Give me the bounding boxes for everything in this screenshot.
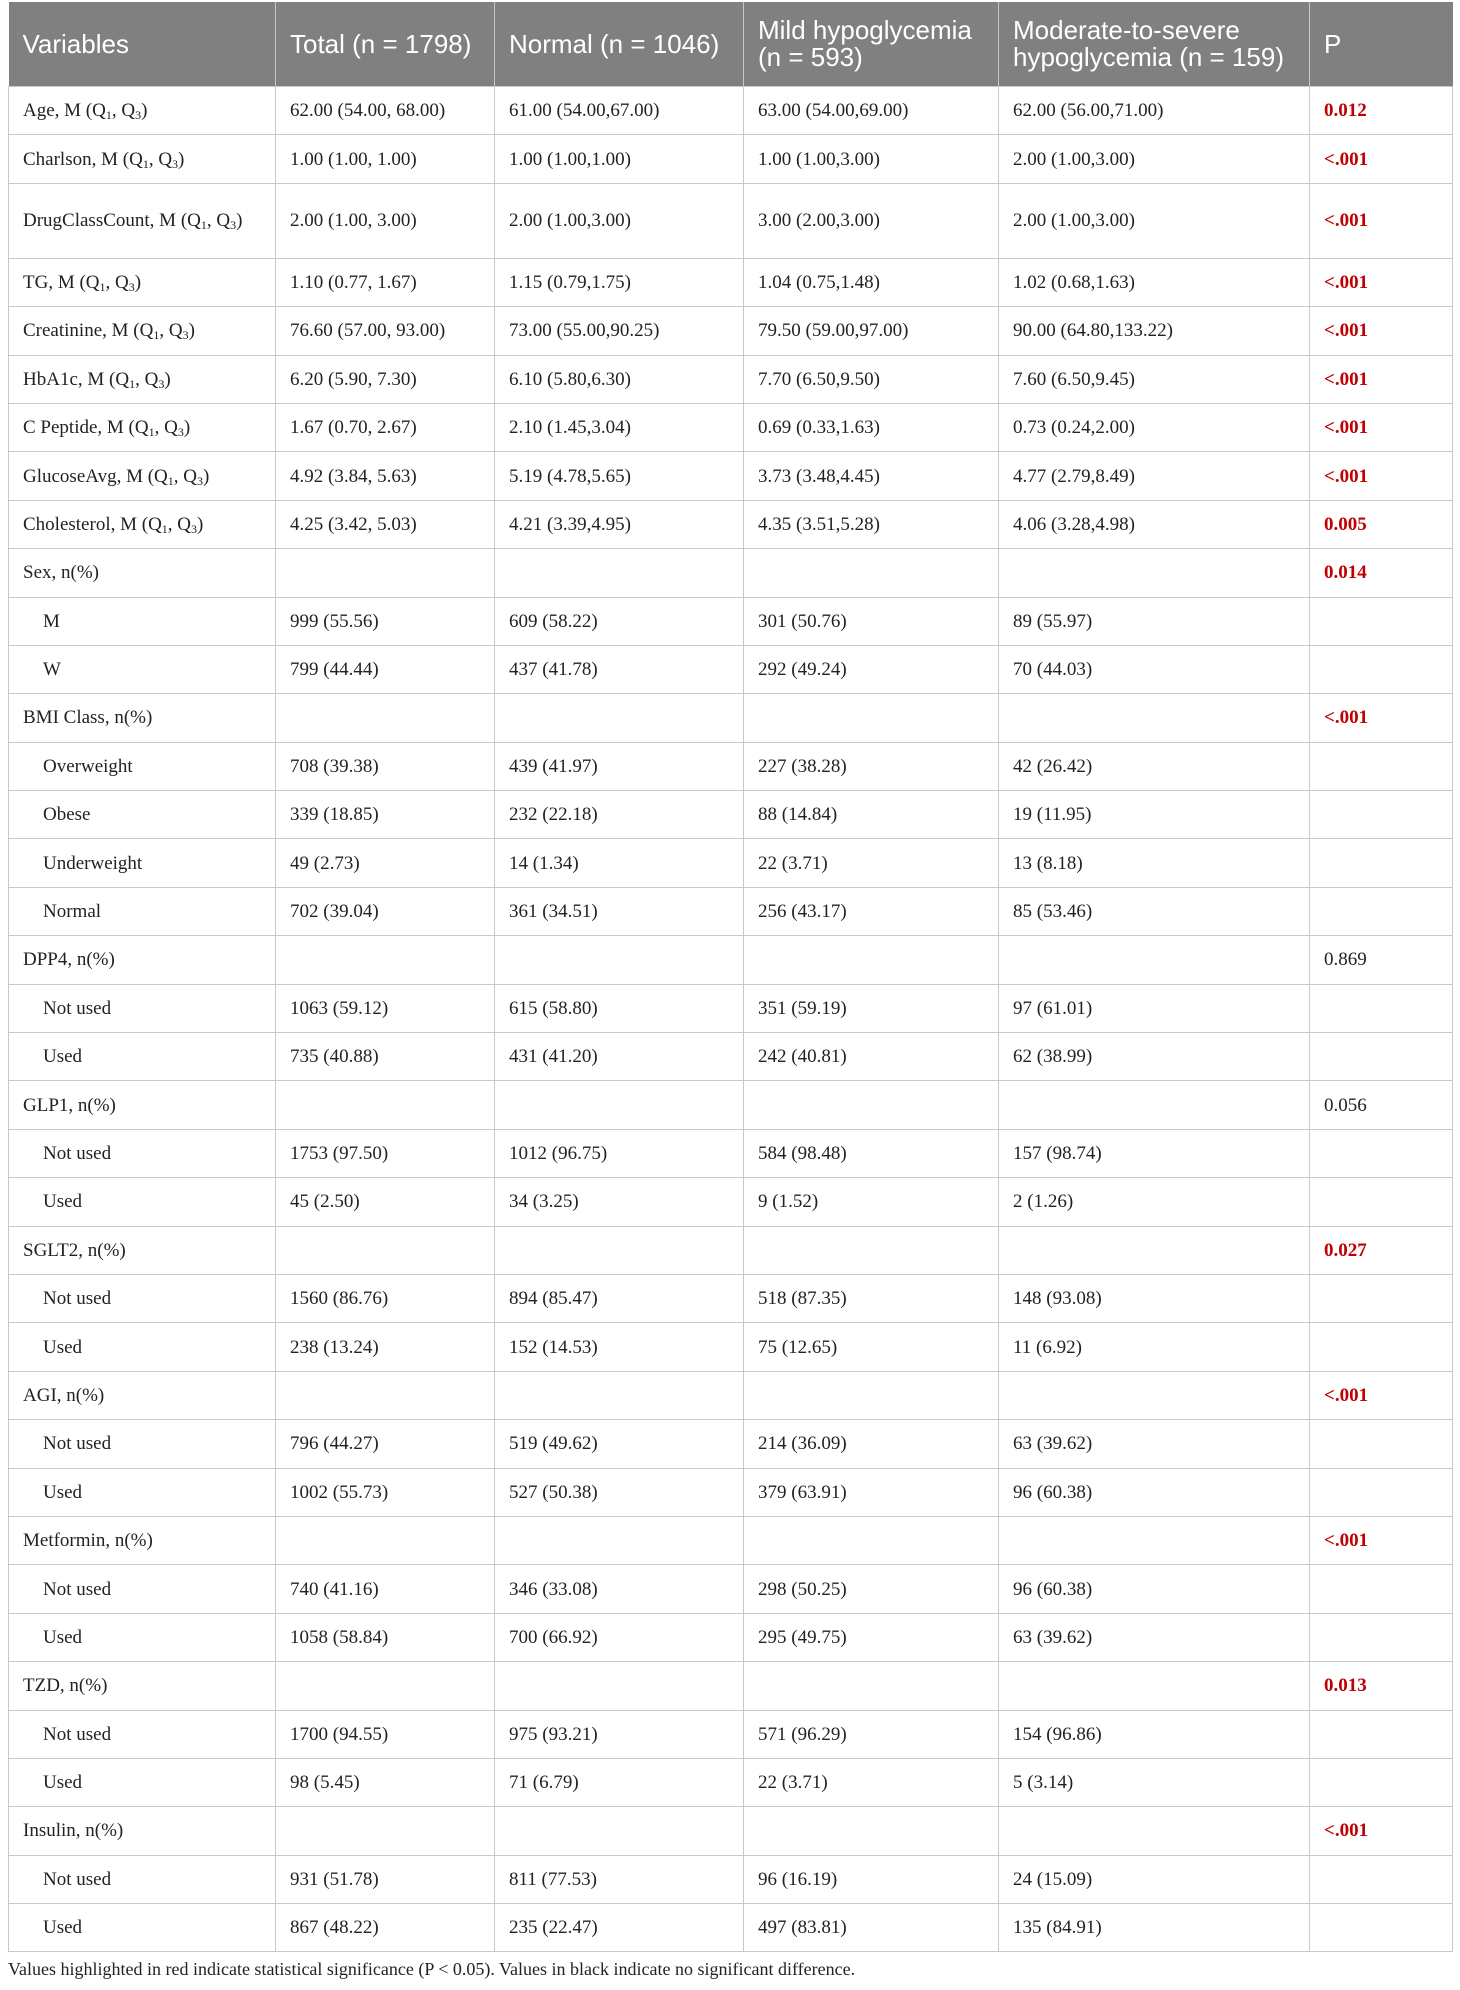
moderate-cell: 2 (1.26) bbox=[999, 1178, 1310, 1226]
normal-cell: 519 (49.62) bbox=[495, 1420, 744, 1468]
p-value-cell: 0.012 bbox=[1310, 87, 1453, 135]
total-cell: 931 (51.78) bbox=[276, 1855, 495, 1903]
p-value-cell bbox=[1310, 1855, 1453, 1903]
normal-cell bbox=[495, 549, 744, 597]
normal-cell: 71 (6.79) bbox=[495, 1758, 744, 1806]
p-value-cell bbox=[1310, 1565, 1453, 1613]
normal-cell bbox=[495, 1516, 744, 1564]
mild-cell: 571 (96.29) bbox=[744, 1710, 999, 1758]
variable-cell: W bbox=[9, 645, 276, 693]
variable-cell: Normal bbox=[9, 887, 276, 935]
table-row bbox=[9, 1758, 1453, 1806]
normal-cell: 346 (33.08) bbox=[495, 1565, 744, 1613]
table-row bbox=[9, 1274, 1453, 1322]
header-normal: Normal (n = 1046) bbox=[495, 2, 744, 87]
mild-cell: 75 (12.65) bbox=[744, 1323, 999, 1371]
table-row bbox=[9, 1129, 1453, 1177]
variable-cell: Used bbox=[9, 1758, 276, 1806]
normal-cell: 1012 (96.75) bbox=[495, 1129, 744, 1177]
table-row bbox=[9, 1081, 1453, 1129]
variable-cell: Underweight bbox=[9, 839, 276, 887]
variable-cell: Not used bbox=[9, 1420, 276, 1468]
moderate-cell: 62.00 (56.00,71.00) bbox=[999, 87, 1310, 135]
variable-cell: Used bbox=[9, 1904, 276, 1952]
normal-cell: 2.10 (1.45,3.04) bbox=[495, 403, 744, 451]
mild-cell bbox=[744, 549, 999, 597]
moderate-cell: 89 (55.97) bbox=[999, 597, 1310, 645]
moderate-cell: 157 (98.74) bbox=[999, 1129, 1310, 1177]
mild-cell: 22 (3.71) bbox=[744, 839, 999, 887]
table-row bbox=[9, 1855, 1453, 1903]
p-value-cell bbox=[1310, 742, 1453, 790]
variable-cell: Obese bbox=[9, 791, 276, 839]
variable-cell: HbA1c, M ($Q_1$, $Q_3$) bbox=[9, 355, 276, 403]
table-row bbox=[9, 887, 1453, 935]
table-row bbox=[9, 1033, 1453, 1081]
moderate-cell: 62 (38.99) bbox=[999, 1033, 1310, 1081]
mild-cell: 96 (16.19) bbox=[744, 1855, 999, 1903]
table-row bbox=[9, 87, 1453, 135]
table-row bbox=[9, 984, 1453, 1032]
table-row bbox=[9, 1710, 1453, 1758]
normal-cell: 431 (41.20) bbox=[495, 1033, 744, 1081]
total-cell: 1753 (97.50) bbox=[276, 1129, 495, 1177]
normal-cell: 615 (58.80) bbox=[495, 984, 744, 1032]
moderate-cell bbox=[999, 694, 1310, 742]
variable-cell: Insulin, n(%) bbox=[9, 1807, 276, 1855]
normal-cell: 811 (77.53) bbox=[495, 1855, 744, 1903]
p-value-cell bbox=[1310, 1274, 1453, 1322]
table-row bbox=[9, 1420, 1453, 1468]
p-value-cell: <.001 bbox=[1310, 1371, 1453, 1419]
total-cell: 76.60 (57.00, 93.00) bbox=[276, 307, 495, 355]
total-cell bbox=[276, 549, 495, 597]
table-row bbox=[9, 135, 1453, 183]
total-cell: 1.67 (0.70, 2.67) bbox=[276, 403, 495, 451]
normal-cell: 361 (34.51) bbox=[495, 887, 744, 935]
mild-cell bbox=[744, 1662, 999, 1710]
moderate-cell: 2.00 (1.00,3.00) bbox=[999, 183, 1310, 258]
table-row bbox=[9, 1468, 1453, 1516]
mild-cell: 518 (87.35) bbox=[744, 1274, 999, 1322]
normal-cell bbox=[495, 1226, 744, 1274]
p-value-cell: <.001 bbox=[1310, 1807, 1453, 1855]
moderate-cell: 42 (26.42) bbox=[999, 742, 1310, 790]
total-cell bbox=[276, 694, 495, 742]
table-body bbox=[9, 87, 1453, 1952]
variable-cell: Used bbox=[9, 1613, 276, 1661]
normal-cell: 34 (3.25) bbox=[495, 1178, 744, 1226]
p-value-cell bbox=[1310, 839, 1453, 887]
mild-cell: 63.00 (54.00,69.00) bbox=[744, 87, 999, 135]
total-cell: 799 (44.44) bbox=[276, 645, 495, 693]
p-value-cell: <.001 bbox=[1310, 183, 1453, 258]
normal-cell: 61.00 (54.00,67.00) bbox=[495, 87, 744, 135]
variable-cell: Used bbox=[9, 1468, 276, 1516]
variable-cell: DrugClassCount, M ($Q_1$, $Q_3$) bbox=[9, 183, 276, 258]
moderate-cell bbox=[999, 936, 1310, 984]
p-value-cell: 0.013 bbox=[1310, 1662, 1453, 1710]
total-cell: 867 (48.22) bbox=[276, 1904, 495, 1952]
normal-cell: 4.21 (3.39,4.95) bbox=[495, 500, 744, 548]
table-row bbox=[9, 936, 1453, 984]
total-cell: 740 (41.16) bbox=[276, 1565, 495, 1613]
normal-cell: 235 (22.47) bbox=[495, 1904, 744, 1952]
mild-cell: 3.73 (3.48,4.45) bbox=[744, 452, 999, 500]
moderate-cell: 148 (93.08) bbox=[999, 1274, 1310, 1322]
header-row bbox=[9, 2, 1453, 87]
table-container bbox=[8, 2, 1452, 1952]
mild-cell: 256 (43.17) bbox=[744, 887, 999, 935]
mild-cell: 79.50 (59.00,97.00) bbox=[744, 307, 999, 355]
variable-cell: Used bbox=[9, 1033, 276, 1081]
mild-cell: 584 (98.48) bbox=[744, 1129, 999, 1177]
table-row bbox=[9, 694, 1453, 742]
moderate-cell bbox=[999, 1371, 1310, 1419]
p-value-cell: <.001 bbox=[1310, 307, 1453, 355]
table-row bbox=[9, 1904, 1453, 1952]
p-value-cell: <.001 bbox=[1310, 694, 1453, 742]
mild-cell bbox=[744, 1807, 999, 1855]
table-row bbox=[9, 1323, 1453, 1371]
table-row bbox=[9, 839, 1453, 887]
table-row bbox=[9, 549, 1453, 597]
total-cell bbox=[276, 1226, 495, 1274]
table-row bbox=[9, 1226, 1453, 1274]
p-value-cell bbox=[1310, 1468, 1453, 1516]
variable-cell: Age, M ($Q_1$, $Q_3$) bbox=[9, 87, 276, 135]
p-value-cell: <.001 bbox=[1310, 355, 1453, 403]
mild-cell bbox=[744, 936, 999, 984]
total-cell: 45 (2.50) bbox=[276, 1178, 495, 1226]
total-cell: 98 (5.45) bbox=[276, 1758, 495, 1806]
mild-cell: 298 (50.25) bbox=[744, 1565, 999, 1613]
normal-cell: 152 (14.53) bbox=[495, 1323, 744, 1371]
header-moderate: Moderate-to-severe hypoglycemia (n = 159) bbox=[999, 2, 1310, 87]
total-cell: 1058 (58.84) bbox=[276, 1613, 495, 1661]
p-value-cell bbox=[1310, 1033, 1453, 1081]
normal-cell: 894 (85.47) bbox=[495, 1274, 744, 1322]
moderate-cell: 70 (44.03) bbox=[999, 645, 1310, 693]
total-cell: 702 (39.04) bbox=[276, 887, 495, 935]
p-value-cell bbox=[1310, 791, 1453, 839]
variable-cell: TG, M ($Q_1$, $Q_3$) bbox=[9, 258, 276, 306]
variable-cell: C Peptide, M ($Q_1$, $Q_3$) bbox=[9, 403, 276, 451]
normal-cell: 1.00 (1.00,1.00) bbox=[495, 135, 744, 183]
moderate-cell: 4.06 (3.28,4.98) bbox=[999, 500, 1310, 548]
variable-cell: Not used bbox=[9, 1129, 276, 1177]
moderate-cell: 63 (39.62) bbox=[999, 1420, 1310, 1468]
table-row bbox=[9, 791, 1453, 839]
p-value-cell bbox=[1310, 1710, 1453, 1758]
table-row bbox=[9, 597, 1453, 645]
variable-cell: M bbox=[9, 597, 276, 645]
mild-cell: 497 (83.81) bbox=[744, 1904, 999, 1952]
variable-cell: Creatinine, M ($Q_1$, $Q_3$) bbox=[9, 307, 276, 355]
table-header bbox=[9, 2, 1453, 87]
moderate-cell bbox=[999, 1516, 1310, 1564]
p-value-cell bbox=[1310, 597, 1453, 645]
variable-cell: Charlson, M ($Q_1$, $Q_3$) bbox=[9, 135, 276, 183]
variable-cell: Sex, n(%) bbox=[9, 549, 276, 597]
moderate-cell: 11 (6.92) bbox=[999, 1323, 1310, 1371]
total-cell: 735 (40.88) bbox=[276, 1033, 495, 1081]
p-value-cell bbox=[1310, 887, 1453, 935]
total-cell: 999 (55.56) bbox=[276, 597, 495, 645]
moderate-cell bbox=[999, 549, 1310, 597]
normal-cell bbox=[495, 1371, 744, 1419]
normal-cell: 1.15 (0.79,1.75) bbox=[495, 258, 744, 306]
table-row bbox=[9, 307, 1453, 355]
p-value-cell bbox=[1310, 1323, 1453, 1371]
p-value-cell bbox=[1310, 1613, 1453, 1661]
mild-cell bbox=[744, 694, 999, 742]
total-cell bbox=[276, 1662, 495, 1710]
p-value-cell bbox=[1310, 645, 1453, 693]
mild-cell bbox=[744, 1226, 999, 1274]
mild-cell: 227 (38.28) bbox=[744, 742, 999, 790]
table-row bbox=[9, 1178, 1453, 1226]
total-cell bbox=[276, 1371, 495, 1419]
moderate-cell: 85 (53.46) bbox=[999, 887, 1310, 935]
p-value-cell: <.001 bbox=[1310, 258, 1453, 306]
table-row bbox=[9, 1662, 1453, 1710]
mild-cell: 7.70 (6.50,9.50) bbox=[744, 355, 999, 403]
variable-cell: Not used bbox=[9, 1710, 276, 1758]
normal-cell: 609 (58.22) bbox=[495, 597, 744, 645]
normal-cell bbox=[495, 1081, 744, 1129]
p-value-cell: <.001 bbox=[1310, 452, 1453, 500]
variable-cell: Not used bbox=[9, 984, 276, 1032]
header-mild: Mild hypoglycemia (n = 593) bbox=[744, 2, 999, 87]
moderate-cell: 7.60 (6.50,9.45) bbox=[999, 355, 1310, 403]
variable-cell: Not used bbox=[9, 1274, 276, 1322]
total-cell: 796 (44.27) bbox=[276, 1420, 495, 1468]
variable-cell: DPP4, n(%) bbox=[9, 936, 276, 984]
variable-cell: BMI Class, n(%) bbox=[9, 694, 276, 742]
mild-cell bbox=[744, 1516, 999, 1564]
normal-cell: 975 (93.21) bbox=[495, 1710, 744, 1758]
moderate-cell: 19 (11.95) bbox=[999, 791, 1310, 839]
mild-cell: 214 (36.09) bbox=[744, 1420, 999, 1468]
normal-cell: 700 (66.92) bbox=[495, 1613, 744, 1661]
variable-cell: Overweight bbox=[9, 742, 276, 790]
p-value-cell: <.001 bbox=[1310, 1516, 1453, 1564]
moderate-cell bbox=[999, 1081, 1310, 1129]
table-row bbox=[9, 500, 1453, 548]
table-row bbox=[9, 1565, 1453, 1613]
mild-cell bbox=[744, 1371, 999, 1419]
p-value-cell bbox=[1310, 1420, 1453, 1468]
mild-cell: 351 (59.19) bbox=[744, 984, 999, 1032]
mild-cell bbox=[744, 1081, 999, 1129]
total-cell bbox=[276, 1081, 495, 1129]
variable-cell: Not used bbox=[9, 1855, 276, 1903]
p-value-cell: 0.056 bbox=[1310, 1081, 1453, 1129]
total-cell: 62.00 (54.00, 68.00) bbox=[276, 87, 495, 135]
p-value-cell bbox=[1310, 1904, 1453, 1952]
table-row bbox=[9, 452, 1453, 500]
total-cell: 708 (39.38) bbox=[276, 742, 495, 790]
normal-cell: 439 (41.97) bbox=[495, 742, 744, 790]
p-value-cell bbox=[1310, 1178, 1453, 1226]
moderate-cell: 1.02 (0.68,1.63) bbox=[999, 258, 1310, 306]
variable-cell: Used bbox=[9, 1323, 276, 1371]
variable-cell: Not used bbox=[9, 1565, 276, 1613]
mild-cell: 3.00 (2.00,3.00) bbox=[744, 183, 999, 258]
mild-cell: 0.69 (0.33,1.63) bbox=[744, 403, 999, 451]
table-row bbox=[9, 1516, 1453, 1564]
normal-cell: 2.00 (1.00,3.00) bbox=[495, 183, 744, 258]
moderate-cell: 4.77 (2.79,8.49) bbox=[999, 452, 1310, 500]
moderate-cell: 2.00 (1.00,3.00) bbox=[999, 135, 1310, 183]
header-total: Total (n = 1798) bbox=[276, 2, 495, 87]
table-row bbox=[9, 1613, 1453, 1661]
p-value-cell: 0.005 bbox=[1310, 500, 1453, 548]
variable-cell: GLP1, n(%) bbox=[9, 1081, 276, 1129]
total-cell bbox=[276, 1516, 495, 1564]
moderate-cell: 13 (8.18) bbox=[999, 839, 1310, 887]
normal-cell: 6.10 (5.80,6.30) bbox=[495, 355, 744, 403]
total-cell bbox=[276, 936, 495, 984]
moderate-cell: 154 (96.86) bbox=[999, 1710, 1310, 1758]
mild-cell: 301 (50.76) bbox=[744, 597, 999, 645]
data-table bbox=[8, 2, 1453, 1952]
variable-cell: Metformin, n(%) bbox=[9, 1516, 276, 1564]
normal-cell: 14 (1.34) bbox=[495, 839, 744, 887]
normal-cell: 5.19 (4.78,5.65) bbox=[495, 452, 744, 500]
total-cell: 1700 (94.55) bbox=[276, 1710, 495, 1758]
variable-cell: AGI, n(%) bbox=[9, 1371, 276, 1419]
moderate-cell bbox=[999, 1662, 1310, 1710]
p-value-cell: 0.027 bbox=[1310, 1226, 1453, 1274]
total-cell: 2.00 (1.00, 3.00) bbox=[276, 183, 495, 258]
moderate-cell: 5 (3.14) bbox=[999, 1758, 1310, 1806]
moderate-cell: 135 (84.91) bbox=[999, 1904, 1310, 1952]
variable-cell: SGLT2, n(%) bbox=[9, 1226, 276, 1274]
mild-cell: 1.00 (1.00,3.00) bbox=[744, 135, 999, 183]
table-row bbox=[9, 645, 1453, 693]
total-cell: 4.25 (3.42, 5.03) bbox=[276, 500, 495, 548]
footnote: Values highlighted in red indicate statistical significance (P < 0.05). Values in black indicate no significant difference. bbox=[8, 1959, 856, 1979]
mild-cell: 9 (1.52) bbox=[744, 1178, 999, 1226]
moderate-cell: 24 (15.09) bbox=[999, 1855, 1310, 1903]
p-value-cell: <.001 bbox=[1310, 135, 1453, 183]
variable-cell: Cholesterol, M ($Q_1$, $Q_3$) bbox=[9, 500, 276, 548]
mild-cell: 22 (3.71) bbox=[744, 1758, 999, 1806]
p-value-cell: 0.014 bbox=[1310, 549, 1453, 597]
mild-cell: 295 (49.75) bbox=[744, 1613, 999, 1661]
moderate-cell: 96 (60.38) bbox=[999, 1468, 1310, 1516]
total-cell: 4.92 (3.84, 5.63) bbox=[276, 452, 495, 500]
normal-cell: 437 (41.78) bbox=[495, 645, 744, 693]
total-cell: 49 (2.73) bbox=[276, 839, 495, 887]
table-row bbox=[9, 1371, 1453, 1419]
table-row bbox=[9, 1807, 1453, 1855]
total-cell: 6.20 (5.90, 7.30) bbox=[276, 355, 495, 403]
moderate-cell: 96 (60.38) bbox=[999, 1565, 1310, 1613]
normal-cell bbox=[495, 1807, 744, 1855]
table-row bbox=[9, 403, 1453, 451]
moderate-cell bbox=[999, 1226, 1310, 1274]
header-variables: Variables bbox=[9, 2, 276, 87]
table-row bbox=[9, 742, 1453, 790]
normal-cell bbox=[495, 694, 744, 742]
p-value-cell bbox=[1310, 984, 1453, 1032]
total-cell: 339 (18.85) bbox=[276, 791, 495, 839]
normal-cell: 73.00 (55.00,90.25) bbox=[495, 307, 744, 355]
moderate-cell: 0.73 (0.24,2.00) bbox=[999, 403, 1310, 451]
normal-cell bbox=[495, 936, 744, 984]
header-p: P bbox=[1310, 2, 1453, 87]
mild-cell: 4.35 (3.51,5.28) bbox=[744, 500, 999, 548]
moderate-cell bbox=[999, 1807, 1310, 1855]
p-value-cell: 0.869 bbox=[1310, 936, 1453, 984]
mild-cell: 88 (14.84) bbox=[744, 791, 999, 839]
moderate-cell: 63 (39.62) bbox=[999, 1613, 1310, 1661]
total-cell bbox=[276, 1807, 495, 1855]
total-cell: 1.10 (0.77, 1.67) bbox=[276, 258, 495, 306]
p-value-cell bbox=[1310, 1758, 1453, 1806]
mild-cell: 292 (49.24) bbox=[744, 645, 999, 693]
table-row bbox=[9, 355, 1453, 403]
mild-cell: 379 (63.91) bbox=[744, 1468, 999, 1516]
variable-cell: Used bbox=[9, 1178, 276, 1226]
p-value-cell bbox=[1310, 1129, 1453, 1177]
variable-cell: GlucoseAvg, M ($Q_1$, $Q_3$) bbox=[9, 452, 276, 500]
table-row bbox=[9, 258, 1453, 306]
p-value-cell: <.001 bbox=[1310, 403, 1453, 451]
total-cell: 1002 (55.73) bbox=[276, 1468, 495, 1516]
normal-cell: 232 (22.18) bbox=[495, 791, 744, 839]
moderate-cell: 97 (61.01) bbox=[999, 984, 1310, 1032]
total-cell: 1560 (86.76) bbox=[276, 1274, 495, 1322]
total-cell: 238 (13.24) bbox=[276, 1323, 495, 1371]
moderate-cell: 90.00 (64.80,133.22) bbox=[999, 307, 1310, 355]
total-cell: 1063 (59.12) bbox=[276, 984, 495, 1032]
mild-cell: 242 (40.81) bbox=[744, 1033, 999, 1081]
normal-cell: 527 (50.38) bbox=[495, 1468, 744, 1516]
mild-cell: 1.04 (0.75,1.48) bbox=[744, 258, 999, 306]
normal-cell bbox=[495, 1662, 744, 1710]
table-row bbox=[9, 183, 1453, 258]
total-cell: 1.00 (1.00, 1.00) bbox=[276, 135, 495, 183]
variable-cell: TZD, n(%) bbox=[9, 1662, 276, 1710]
